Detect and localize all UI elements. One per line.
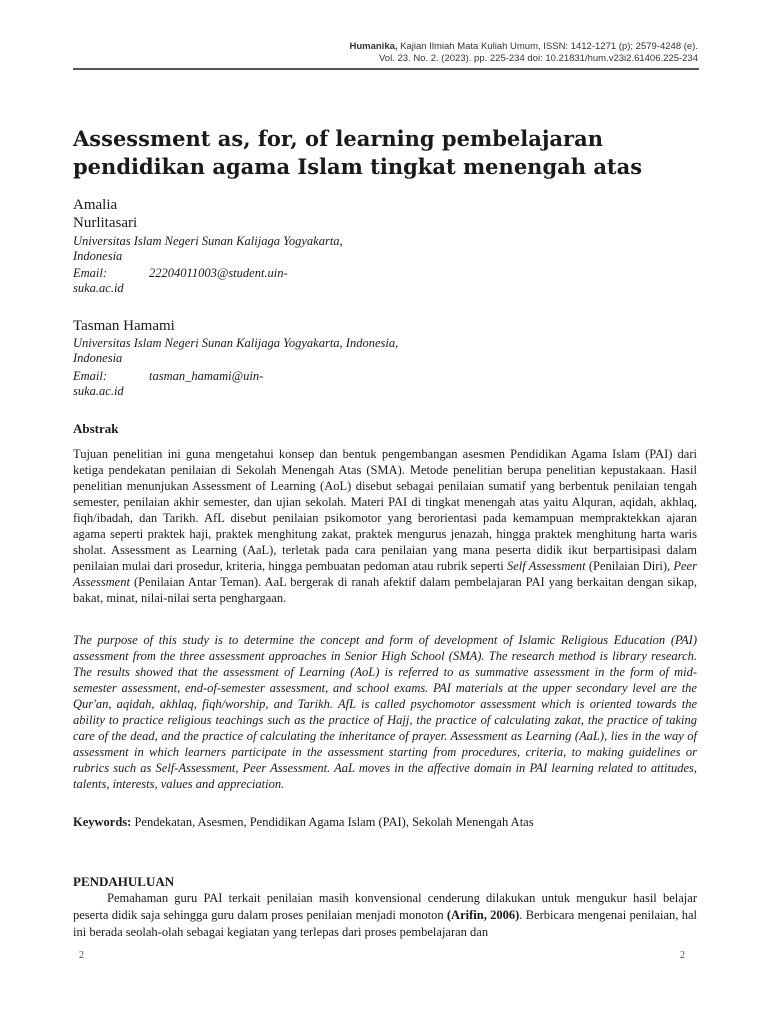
author-2-email [73, 369, 373, 399]
abstract-id-text-2: (Penilaian Diri), [585, 559, 674, 573]
page-mark-right: 2 [680, 950, 685, 961]
introduction-heading: PENDAHULUAN [73, 874, 175, 889]
author-2-affiliation [73, 336, 398, 366]
article-title: Assessment as, for, of learning pembelajaran pendidikan agama Islam tingkat menengah atas [73, 126, 643, 179]
author-1-affiliation-line-1: Universitas Islam Negeri Sunan Kalijaga Yogyakarta, [73, 234, 343, 248]
introduction-paragraph [73, 890, 697, 941]
email-label: Email: [73, 266, 108, 280]
abstract-id-emphasis-1: Self Assessment [506, 559, 586, 573]
running-header-line-2: Vol. 23. No. 2. (2023). pp. 225-234 doi: 10.21831/hum.v23i2.61406.225-234 [378, 53, 698, 64]
author-2-email-line-1[interactable]: tasman_hamami@uin- [149, 369, 264, 383]
author-1-email-line-1[interactable]: 22204011003@student.uin- [149, 266, 288, 280]
keywords-value: Pendekatan, Asesmen, Pendidikan Agama Islam (PAI), Sekolah Menengah Atas [131, 815, 534, 829]
author-1-name [73, 196, 137, 232]
journal-details: Kajian Ilmiah Mata Kuliah Umum, ISSN: 1412-1271 (p); 2579-4248 (e). [397, 41, 698, 52]
abstract-id-emphasis-2: Peer Assessment [73, 559, 697, 589]
header-divider [73, 68, 699, 70]
journal-name: Humanika, [349, 41, 398, 52]
page-mark-left: 2 [79, 950, 84, 961]
running-header [138, 41, 698, 65]
intro-text-2: . Berbicara mengenai penilaian, hal ini berada seolah-olah sebagai kegiatan yang terlepas dari proses pembelajaran dan [73, 908, 697, 939]
author-2-affiliation-line-2: Indonesia [73, 351, 123, 365]
keywords [73, 814, 593, 830]
author-1-name-line-2: Nurlitasari [73, 215, 138, 231]
abstract-indonesian [73, 446, 697, 606]
author-2-affiliation-line-1: Universitas Islam Negeri Sunan Kalijaga Yogyakarta, Indonesia, [73, 336, 399, 350]
abstract-id-text-1: Tujuan penelitian ini guna mengetahui konsep dan bentuk pengembangan asesmen Pendidikan Agama Islam (PAI) dari ketiga pendekatan penilaian di Sekolah Menengah Atas (SMA). Metode penelitian berupa penelitian kepustakaan. Hasil penelitian menunjukan Assessment of Learning (AoL) disebut sebagai penilaian sumatif yang berbentuk penilaian tengah semester, penilaian akhir semester, dan ujian sekolah. Materi PAI di tingkat menengah atas yaitu Alquran, aqidah, akhlaq, fiqh/ibadah, dan Tarikh. AfL disebut penilaian psikomotor yang berorientasi pada kemampuan mempraktekkan ajaran agama seperti praktek haji, praktek menghitung zakat, praktek mengurus jenazah, hingga praktek menghitung harta waris sholat. Assessment as Learning (AaL), terletak pada cara penilaian yang mana peserta didik ikut berpartisipasi dalam penilaian mulai dari prosedur, kriteria, hingga pembuatan pedoman atau rubrik seperti [73, 447, 697, 573]
abstract-id-text-3: (Penilaian Antar Teman). AaL bergerak di ranah afektif dalam pembelajaran PAI yang berkaitan dengan sikap, bakat, minat, nilai-nilai serta penghargaan. [73, 575, 697, 605]
author-1-email-line-2[interactable]: suka.ac.id [73, 281, 124, 295]
intro-text-1: Pemahaman guru PAI terkait penilaian masih konvensional cenderung dilakukan untuk mengukur hasil belajar peserta didik saja sehingga guru dalam proses penilaian menjadi monoton [73, 891, 697, 922]
running-header-line-1 [138, 41, 698, 53]
author-1-email [73, 266, 373, 296]
author-1-affiliation-line-2: Indonesia [73, 249, 123, 263]
citation-link[interactable]: (Arifin, 2006) [446, 908, 520, 922]
author-1-affiliation [73, 234, 343, 264]
abstract-english: The purpose of this study is to determine the concept and form of development of Islamic Religious Education (PAI) assessment from the three assessment approaches in Senior High School (SMA). The research method is library research. The results showed that the assessment of Learning (AoL) is referred to as summative assessment in the form of mid-semester assessment, end-of-semester assessment, and school exams. PAI materials at the upper secondary level are the Qur'an, aqidah, akhlaq, fiqh/worship, and Tarikh. AfL is called psychomotor assessment which is oriented towards the ability to practice religious teachings such as the practice of Hajj, the practice of calculating zakat, the practice of taking care of the dead, and the practice of calculating the inheritance of prayer. Assessment as Learning (AaL), lies in the way of assessment in which learners participate in the assessment starting from procedures, criteria, to making guidelines or rubrics such as Self-Assessment, Peer Assessment. AaL moves in the affective domain in PAI learning related to attitudes, talents, interests, values and appreciation. [73, 633, 697, 791]
author-2-email-line-2[interactable]: suka.ac.id [73, 384, 124, 398]
email-label: Email: [73, 369, 108, 383]
abstract-heading: Abstrak [73, 421, 119, 436]
author-1-name-line-1: Amalia [73, 197, 118, 213]
keywords-label: Keywords: [73, 815, 132, 829]
author-2-name: Tasman Hamami [73, 318, 175, 334]
